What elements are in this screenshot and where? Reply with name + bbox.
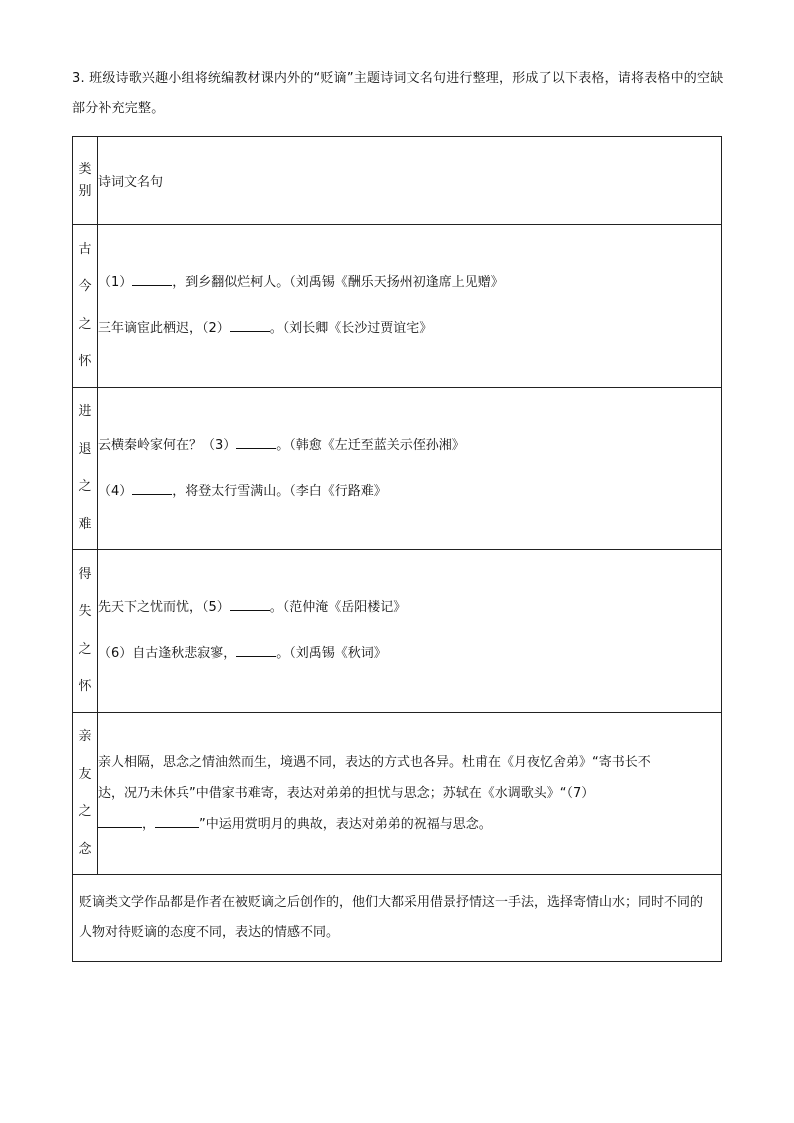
paragraph-line: 达，况乃未休兵”中借家书难寄，表达对弟弟的担忧与思念；苏轼在《水调歌头》“（7）	[98, 786, 595, 801]
content-cell	[98, 713, 722, 875]
content-cell	[98, 225, 722, 388]
category-char: 退	[78, 441, 92, 457]
poem-line: 三年谪宦此栖迟，（2） 。（刘长卿《长沙过贾谊宅》	[98, 317, 721, 341]
answer-blank-6[interactable]	[236, 642, 276, 657]
category-char: 得	[78, 566, 92, 582]
question-text: 3. 班级诗歌兴趣小组将统编教材课内外的“贬谪”主题诗词文名句进行整理，形成了以下表格，请将表格中的空缺部分补充完整。	[72, 71, 724, 116]
table-row	[73, 713, 722, 875]
table-row	[73, 225, 722, 388]
category-cell	[73, 225, 98, 388]
category-char: 今	[78, 279, 92, 295]
summary-text: 贬谪类文学作品都是作者在被贬谪之后创作的，他们大都采用借景抒情这一手法，选择寄情山水；同时不同的人物对待贬谪的态度不同，表达的情感不同。	[79, 895, 704, 940]
category-char: 别	[78, 183, 92, 199]
category-char: 失	[78, 604, 92, 620]
category-char: 怀	[78, 354, 92, 370]
summary-row	[73, 875, 722, 962]
category-char: 进	[78, 404, 92, 420]
category-cell	[73, 137, 98, 225]
table-header-row	[73, 137, 722, 225]
table-row	[73, 550, 722, 713]
category-cell	[73, 388, 98, 550]
answer-blank-5[interactable]	[230, 596, 270, 611]
answer-blank-3[interactable]	[236, 434, 276, 449]
category-char: 之	[78, 641, 92, 657]
category-char: 怀	[78, 679, 92, 695]
poem-table	[72, 136, 722, 962]
category-char: 难	[78, 516, 92, 532]
content-cell	[98, 550, 722, 713]
poem-line: （4） ，将登太行雪满山。（李白《行路难》	[98, 480, 721, 504]
header-content-cell	[98, 137, 722, 225]
poem-line: 先天下之忧而忧，（5） 。（范仲淹《岳阳楼记》	[98, 596, 721, 620]
category-char: 之	[78, 316, 92, 332]
answer-blank-2[interactable]	[230, 317, 270, 332]
summary-cell	[73, 875, 722, 962]
category-char: 之	[78, 804, 92, 820]
paragraph-line: 亲人相隔，思念之情油然而生，境遇不同，表达的方式也各异。杜甫在《月夜忆舍弟》“寄书长不	[98, 755, 651, 770]
paragraph-line: ， ”中运用赏明月的典故，表达对弟弟的祝福与思念。	[98, 809, 721, 840]
answer-blank-7a[interactable]	[98, 813, 142, 828]
category-cell	[73, 713, 98, 875]
category-char: 亲	[78, 729, 92, 745]
category-cell	[73, 550, 98, 713]
category-char: 之	[78, 479, 92, 495]
category-char: 类	[78, 161, 92, 177]
category-char: 念	[78, 841, 92, 857]
poem-line: （6）自古逢秋悲寂寥， 。（刘禹锡《秋词》	[98, 642, 721, 666]
content-cell	[98, 388, 722, 550]
poem-line: 云横秦岭家何在？（3） 。（韩愈《左迁至蓝关示侄孙湘》	[98, 434, 721, 458]
answer-blank-4[interactable]	[132, 480, 172, 495]
poem-line: （1） ，到乡翻似烂柯人。（刘禹锡《酬乐天扬州初逢席上见赠》	[98, 271, 721, 295]
header-label: 诗词文名句	[98, 175, 164, 190]
table-row	[73, 388, 722, 550]
category-char: 古	[78, 241, 92, 257]
category-char: 友	[78, 766, 92, 782]
answer-blank-7b[interactable]	[155, 813, 199, 828]
answer-blank-1[interactable]	[132, 271, 172, 286]
